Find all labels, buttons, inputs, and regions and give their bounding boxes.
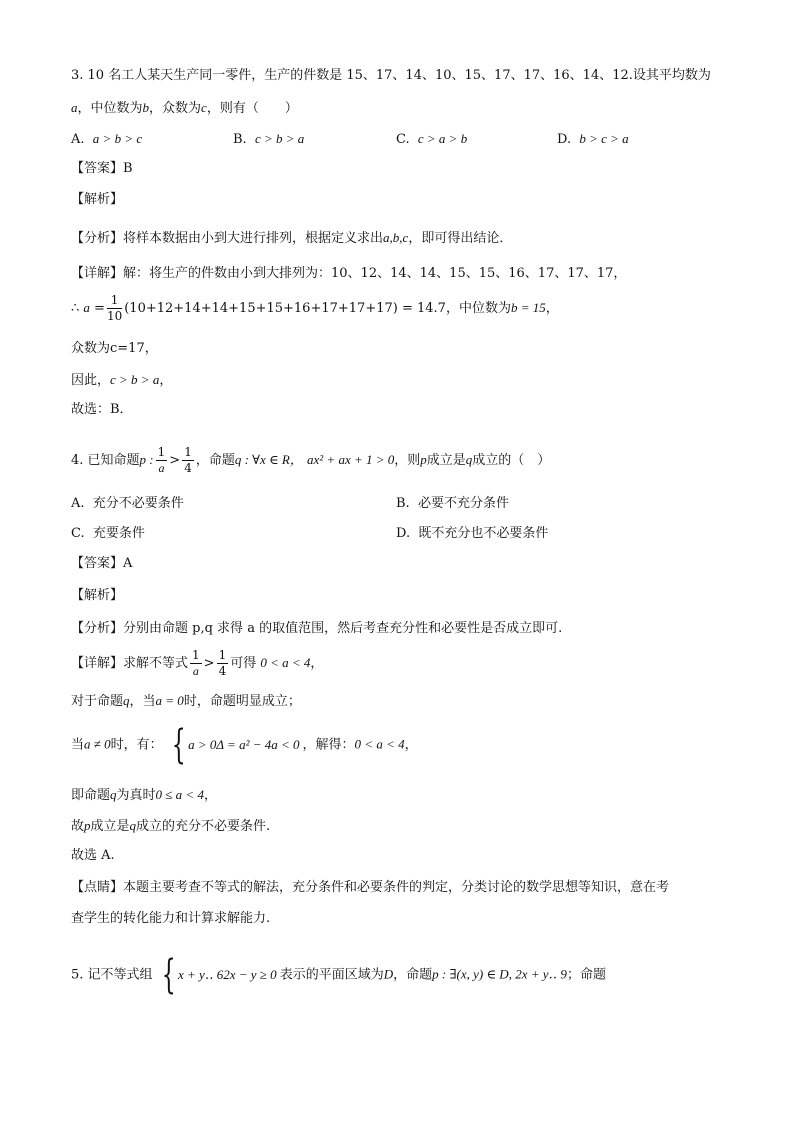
q4-xj-frac-1-over-4: $\frac{1}{4}$	[218, 648, 227, 678]
q4-line-q-a0: 对于命题q，当a = 0时，命题明显成立；	[71, 693, 301, 709]
q4-option-b: B. 必要不充分条件	[396, 496, 509, 511]
q4-stem: 4. 已知命题p : $\frac{1}{a}$ > $\frac{1}{4}$ ，命题q : ∀x ∈ R， ax² + ax + 1 > 0，则p成立是q成立的（ ）	[71, 445, 551, 475]
q4-option-c: C. 充要条件	[71, 526, 145, 541]
q3-stem-line1: 3. 10 名工人某天生产同一零件，生产的件数是 15、17、14、10、15、17、17、16、14、12.设其平均数为	[71, 68, 711, 83]
q4-dianjing-line2: 查学生的转化能力和计算求解能力.	[71, 911, 271, 926]
q4-option-a: A. 充分不必要条件	[71, 496, 184, 511]
q4-analysis-tag: 【解析】	[71, 588, 124, 603]
q4-line-conclusion: 故p成立是q成立的充分不必要条件.	[71, 818, 271, 834]
q4-fenxi: 【分析】分别由命题 p,q 求得 a 的取值范围，然后考查充分性和必要性是否成立即可.	[71, 621, 563, 636]
q5-stem: 5. 记不等式组 { x + y‥ 62x − y ≥ 0 表示的平面区域为D，命题p : ∃(x, y) ∈ D, 2x + y‥ 9；命题	[71, 952, 606, 998]
q3-analysis-tag: 【解析】	[71, 192, 124, 207]
q3-fenxi: 【分析】将样本数据由小到大进行排列，根据定义求出a,b,c，即可得出结论．	[71, 230, 513, 246]
q3-mode-line: 众数为c=17，	[71, 341, 158, 356]
q3-xiangjie: 【详解】解：将生产的件数由小到大排列为：10、12、14、14、15、15、16、17、17、17，	[71, 266, 627, 281]
q3-mean-line: ∴ a = $\frac{1}{10}$ (10+12+14+14+15+15+16+17+17+17) = 14.7，中位数为b = 15，	[71, 293, 559, 323]
q3-answer: 【答案】B	[71, 161, 133, 176]
q3-option-a: A. a > b > c	[71, 131, 143, 147]
q4-choose: 故选 A.	[71, 848, 115, 863]
q4-option-d: D. 既不充分也不必要条件	[396, 526, 549, 541]
q4-line-true: 即命题q为真时0 ≤ a < 4，	[71, 787, 217, 803]
q4-answer: 【答案】A	[71, 556, 133, 571]
q3-option-b: B. c > b > a	[233, 131, 305, 147]
q3-option-c: C. c > a > b	[396, 131, 468, 147]
q4-xiangjie: 【详解】求解不等式 $\frac{1}{a}$ > $\frac{1}{4}$ 可得 0 < a < 4，	[71, 648, 324, 678]
q4-frac-1-over-4: $\frac{1}{4}$	[184, 445, 192, 475]
q4-inequality-system: { a > 0Δ = a² − 4a < 0	[171, 722, 300, 768]
q3-choose: 故选：B．	[71, 402, 133, 417]
q4-xj-frac-1-over-a: $\frac{1}{a}$	[192, 648, 200, 678]
q3-stem-line2: a，中位数为b，众数为c，则有（ ）	[71, 100, 298, 116]
q3-therefore-line: 因此，c > b > a，	[71, 372, 173, 388]
q3-mean-fraction: $\frac{1}{10}$	[106, 293, 123, 323]
q5-inequality-system: { x + y‥ 62x − y ≥ 0	[161, 952, 277, 998]
q4-frac-1-over-a: $\frac{1}{a}$	[157, 445, 166, 475]
q4-dianjing-line1: 【点睛】本题主要考查不等式的解法，充分条件和必要条件的判定，分类讨论的数学思想等知识，意在考	[71, 880, 670, 895]
q4-line-case: 当a ≠ 0时，有： { a > 0Δ = a² − 4a < 0 ，解得：0 < a < 4，	[71, 722, 418, 768]
q3-option-d: D. b > c > a	[557, 131, 629, 147]
